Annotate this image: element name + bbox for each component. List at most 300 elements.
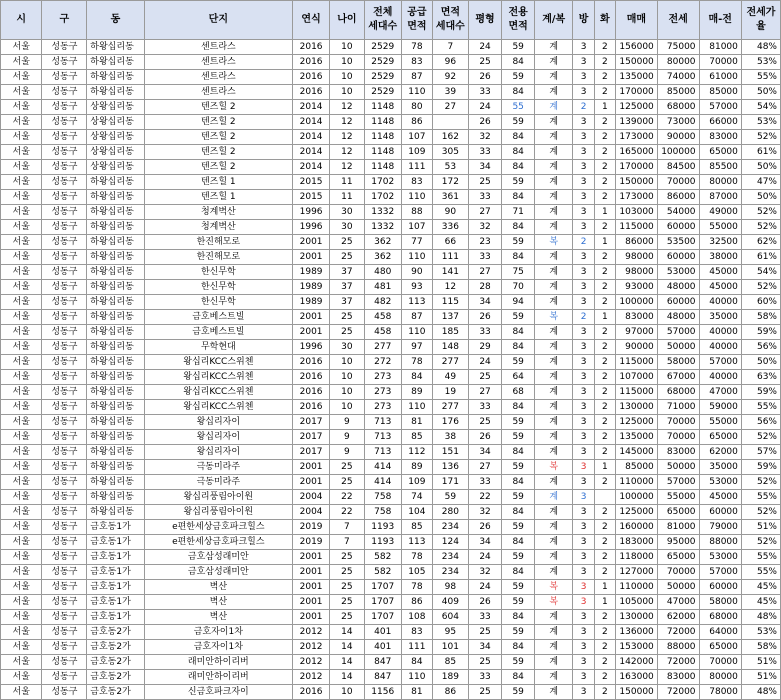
table-cell[interactable]: 서울	[1, 130, 42, 145]
table-cell[interactable]: 130000	[616, 400, 658, 415]
table-cell[interactable]: 계	[535, 280, 573, 295]
table-cell[interactable]: 2017	[293, 430, 330, 445]
table-cell[interactable]: 2	[594, 160, 615, 175]
table-cell[interactable]: 90000	[616, 340, 658, 355]
table-cell[interactable]: 49	[432, 370, 468, 385]
table-cell[interactable]: 80000	[657, 55, 699, 70]
table-cell[interactable]: 85500	[699, 160, 741, 175]
table-cell[interactable]: 54%	[741, 265, 780, 280]
table-cell[interactable]: 84	[502, 640, 535, 655]
table-cell[interactable]: 2	[594, 505, 615, 520]
table-cell[interactable]: 3	[573, 370, 594, 385]
table-cell[interactable]: 85	[401, 520, 432, 535]
table-cell[interactable]: 3	[573, 295, 594, 310]
table-cell[interactable]: 29	[468, 340, 502, 355]
table-cell[interactable]: 110000	[616, 580, 658, 595]
table-cell[interactable]: 성동구	[42, 250, 87, 265]
table-cell[interactable]: 150000	[616, 685, 658, 700]
table-cell[interactable]: 계	[535, 355, 573, 370]
table-cell[interactable]: 한신무학	[144, 280, 292, 295]
table-cell[interactable]: 35000	[699, 310, 741, 325]
table-cell[interactable]: 1	[594, 460, 615, 475]
table-cell[interactable]: 9	[330, 430, 365, 445]
table-cell[interactable]: 2019	[293, 520, 330, 535]
table-cell[interactable]: 하왕십리동	[87, 250, 144, 265]
table-cell[interactable]: 54000	[657, 205, 699, 220]
table-cell[interactable]: 성동구	[42, 670, 87, 685]
table-cell[interactable]: 60000	[657, 220, 699, 235]
table-cell[interactable]: 2001	[293, 550, 330, 565]
table-cell[interactable]: 14	[330, 625, 365, 640]
table-cell[interactable]: 서울	[1, 355, 42, 370]
table-cell[interactable]: 서울	[1, 535, 42, 550]
table-cell[interactable]: 3	[573, 550, 594, 565]
table-cell[interactable]: 9	[330, 415, 365, 430]
table-cell[interactable]: 34	[468, 640, 502, 655]
table-cell[interactable]: 2529	[364, 70, 401, 85]
table-cell[interactable]: 2	[594, 70, 615, 85]
table-cell[interactable]: 1707	[364, 595, 401, 610]
table-cell[interactable]: 1707	[364, 610, 401, 625]
table-cell[interactable]: 86	[401, 115, 432, 130]
table-cell[interactable]: 성동구	[42, 685, 87, 700]
table-cell[interactable]: 110	[401, 670, 432, 685]
table-cell[interactable]: 12	[330, 100, 365, 115]
table-cell[interactable]: 3	[573, 490, 594, 505]
table-cell[interactable]: 104	[401, 505, 432, 520]
table-cell[interactable]: 61%	[741, 250, 780, 265]
table-cell[interactable]: 1148	[364, 160, 401, 175]
column-header[interactable]: 연식	[293, 1, 330, 40]
table-cell[interactable]: 24	[468, 355, 502, 370]
table-cell[interactable]: 3	[573, 415, 594, 430]
table-cell[interactable]: 401	[364, 640, 401, 655]
table-cell[interactable]: 84500	[657, 160, 699, 175]
table-cell[interactable]: 70	[502, 280, 535, 295]
table-cell[interactable]: 55%	[741, 550, 780, 565]
table-cell[interactable]: 55%	[741, 400, 780, 415]
table-cell[interactable]: 서울	[1, 415, 42, 430]
table-cell[interactable]: 2012	[293, 655, 330, 670]
table-cell[interactable]: 27	[468, 385, 502, 400]
table-cell[interactable]: 113	[401, 535, 432, 550]
table-cell[interactable]: 2	[594, 430, 615, 445]
table-cell[interactable]: 왕십리KCC스위첸	[144, 370, 292, 385]
table-cell[interactable]: 39	[432, 85, 468, 100]
table-cell[interactable]: 서울	[1, 190, 42, 205]
table-cell[interactable]: 234	[432, 550, 468, 565]
table-cell[interactable]: 98000	[616, 250, 658, 265]
table-cell[interactable]: 53%	[741, 625, 780, 640]
table-cell[interactable]: 30	[330, 340, 365, 355]
table-cell[interactable]: 136	[432, 460, 468, 475]
table-cell[interactable]: 59	[502, 490, 535, 505]
table-cell[interactable]: 84	[502, 340, 535, 355]
table-cell[interactable]: 텐즈힐 2	[144, 130, 292, 145]
column-header[interactable]: 평형	[468, 1, 502, 40]
table-cell[interactable]: 하왕십리동	[87, 55, 144, 70]
table-cell[interactable]: 51%	[741, 655, 780, 670]
table-cell[interactable]: 59	[502, 685, 535, 700]
table-cell[interactable]: 53000	[699, 475, 741, 490]
table-cell[interactable]: 2012	[293, 625, 330, 640]
table-cell[interactable]: 71000	[657, 400, 699, 415]
table-cell[interactable]: 87000	[699, 190, 741, 205]
table-cell[interactable]: 왕십리풍림아이원	[144, 505, 292, 520]
table-cell[interactable]: 125000	[616, 505, 658, 520]
table-cell[interactable]: 텐즈힐 1	[144, 190, 292, 205]
table-cell[interactable]: 서울	[1, 265, 42, 280]
table-cell[interactable]: 59	[502, 310, 535, 325]
table-cell[interactable]: 25	[330, 460, 365, 475]
table-cell[interactable]: 서울	[1, 205, 42, 220]
table-cell[interactable]: 2	[594, 325, 615, 340]
table-cell[interactable]: 27	[468, 460, 502, 475]
table-cell[interactable]: 26	[468, 430, 502, 445]
table-cell[interactable]: 계	[535, 385, 573, 400]
table-cell[interactable]: 3	[573, 160, 594, 175]
table-cell[interactable]: 52%	[741, 535, 780, 550]
column-header[interactable]: 전용 면적	[502, 1, 535, 40]
table-cell[interactable]: 금호베스트빌	[144, 310, 292, 325]
table-cell[interactable]: 2	[594, 400, 615, 415]
table-cell[interactable]: 청계벽산	[144, 220, 292, 235]
table-cell[interactable]: 173000	[616, 190, 658, 205]
table-cell[interactable]: 서울	[1, 295, 42, 310]
table-cell[interactable]: 65000	[699, 640, 741, 655]
table-cell[interactable]: 71	[502, 205, 535, 220]
table-cell[interactable]: 2014	[293, 130, 330, 145]
table-cell[interactable]: 계	[535, 370, 573, 385]
table-cell[interactable]: 12	[330, 130, 365, 145]
table-cell[interactable]: 758	[364, 490, 401, 505]
table-cell[interactable]: 성동구	[42, 505, 87, 520]
table-cell[interactable]: 계	[535, 70, 573, 85]
table-cell[interactable]: 성동구	[42, 385, 87, 400]
table-cell[interactable]: 22	[468, 490, 502, 505]
table-cell[interactable]: 75000	[657, 40, 699, 55]
table-cell[interactable]: 11	[330, 190, 365, 205]
table-cell[interactable]: 서울	[1, 145, 42, 160]
table-cell[interactable]: 14	[330, 655, 365, 670]
table-cell[interactable]: 84	[502, 190, 535, 205]
table-cell[interactable]: 26	[468, 310, 502, 325]
table-cell[interactable]: 88000	[699, 535, 741, 550]
table-cell[interactable]: 87	[401, 70, 432, 85]
table-cell[interactable]: 87	[401, 310, 432, 325]
table-cell[interactable]: 하왕십리동	[87, 325, 144, 340]
table-cell[interactable]: 64000	[699, 625, 741, 640]
table-cell[interactable]: 2	[594, 520, 615, 535]
table-cell[interactable]: 482	[364, 295, 401, 310]
table-cell[interactable]: 금호동2가	[87, 640, 144, 655]
table-cell[interactable]: 57000	[699, 565, 741, 580]
table-cell[interactable]: 하왕십리동	[87, 190, 144, 205]
table-cell[interactable]: 45%	[741, 580, 780, 595]
table-cell[interactable]: 70000	[657, 565, 699, 580]
table-cell[interactable]: 하왕십리동	[87, 445, 144, 460]
table-cell[interactable]: 112	[401, 445, 432, 460]
table-cell[interactable]: 계	[535, 55, 573, 70]
table-cell[interactable]: 84	[401, 655, 432, 670]
table-cell[interactable]: 68000	[657, 385, 699, 400]
table-cell[interactable]: 2016	[293, 55, 330, 70]
table-cell[interactable]: 성동구	[42, 310, 87, 325]
table-cell[interactable]: 68	[502, 385, 535, 400]
table-cell[interactable]: 서울	[1, 340, 42, 355]
table-cell[interactable]: 25	[468, 625, 502, 640]
table-cell[interactable]: 성동구	[42, 190, 87, 205]
table-cell[interactable]: 1	[594, 235, 615, 250]
table-cell[interactable]: 40000	[699, 370, 741, 385]
table-cell[interactable]: 계	[535, 445, 573, 460]
table-cell[interactable]: 51%	[741, 520, 780, 535]
table-cell[interactable]: 3	[573, 250, 594, 265]
table-cell[interactable]: 2	[594, 175, 615, 190]
table-cell[interactable]: 135000	[616, 70, 658, 85]
table-cell[interactable]: 58%	[741, 310, 780, 325]
table-cell[interactable]	[432, 115, 468, 130]
table-cell[interactable]: 하왕십리동	[87, 310, 144, 325]
table-cell[interactable]: 57000	[657, 475, 699, 490]
table-cell[interactable]: 3	[573, 580, 594, 595]
table-cell[interactable]: 서울	[1, 610, 42, 625]
table-cell[interactable]: 107	[401, 130, 432, 145]
table-cell[interactable]: 52%	[741, 130, 780, 145]
table-cell[interactable]: 93000	[616, 280, 658, 295]
table-cell[interactable]: 계	[535, 100, 573, 115]
table-cell[interactable]: 111	[432, 250, 468, 265]
table-cell[interactable]: 2	[594, 85, 615, 100]
table-cell[interactable]: 2	[594, 385, 615, 400]
table-cell[interactable]: 3	[573, 475, 594, 490]
table-cell[interactable]: 성동구	[42, 520, 87, 535]
table-cell[interactable]: 115000	[616, 220, 658, 235]
table-cell[interactable]: 2014	[293, 160, 330, 175]
table-cell[interactable]: 84	[502, 445, 535, 460]
table-cell[interactable]: 성동구	[42, 640, 87, 655]
table-cell[interactable]: 성동구	[42, 85, 87, 100]
table-cell[interactable]: 2	[573, 310, 594, 325]
table-cell[interactable]: 32	[468, 130, 502, 145]
table-cell[interactable]: 금호동1가	[87, 610, 144, 625]
table-cell[interactable]: 2	[594, 370, 615, 385]
table-cell[interactable]: 26	[468, 520, 502, 535]
table-cell[interactable]: 23	[468, 235, 502, 250]
table-cell[interactable]: 계	[535, 295, 573, 310]
column-header[interactable]: 면적 세대수	[432, 1, 468, 40]
table-cell[interactable]: 84	[502, 220, 535, 235]
table-cell[interactable]: 33	[468, 190, 502, 205]
table-cell[interactable]: 계	[535, 145, 573, 160]
table-cell[interactable]: 135000	[616, 430, 658, 445]
table-cell[interactable]: 서울	[1, 460, 42, 475]
table-cell[interactable]: 25	[330, 325, 365, 340]
table-cell[interactable]: 2	[594, 295, 615, 310]
table-cell[interactable]: 55%	[741, 70, 780, 85]
table-cell[interactable]: 55000	[699, 415, 741, 430]
table-cell[interactable]: 12	[330, 145, 365, 160]
table-cell[interactable]: 401	[364, 625, 401, 640]
table-cell[interactable]: 복	[535, 235, 573, 250]
table-cell[interactable]: 복	[535, 310, 573, 325]
table-cell[interactable]: 110000	[616, 475, 658, 490]
table-cell[interactable]: 극동미라주	[144, 460, 292, 475]
table-cell[interactable]: 47000	[699, 385, 741, 400]
table-cell[interactable]: 148	[432, 340, 468, 355]
table-cell[interactable]: 65000	[657, 505, 699, 520]
table-cell[interactable]: 52%	[741, 205, 780, 220]
table-cell[interactable]: 2	[594, 355, 615, 370]
table-cell[interactable]: 서울	[1, 445, 42, 460]
table-cell[interactable]: 2001	[293, 310, 330, 325]
table-cell[interactable]: 25	[468, 55, 502, 70]
table-cell[interactable]: 성동구	[42, 400, 87, 415]
table-cell[interactable]: 105	[401, 565, 432, 580]
table-cell[interactable]: 162	[432, 130, 468, 145]
table-cell[interactable]: 75	[502, 265, 535, 280]
table-cell[interactable]: 성동구	[42, 580, 87, 595]
table-cell[interactable]: 47000	[657, 595, 699, 610]
table-cell[interactable]: 81	[401, 685, 432, 700]
table-cell[interactable]: 성동구	[42, 415, 87, 430]
table-cell[interactable]: 24	[468, 100, 502, 115]
table-cell[interactable]: 계	[535, 265, 573, 280]
table-cell[interactable]: 성동구	[42, 595, 87, 610]
table-cell[interactable]: 3	[573, 655, 594, 670]
table-cell[interactable]: 하왕십리동	[87, 235, 144, 250]
table-cell[interactable]: 273	[364, 400, 401, 415]
table-cell[interactable]: 3	[573, 325, 594, 340]
table-cell[interactable]: 96	[432, 55, 468, 70]
table-cell[interactable]: 60000	[699, 580, 741, 595]
table-cell[interactable]: 83	[401, 175, 432, 190]
table-cell[interactable]: 33	[468, 400, 502, 415]
table-cell[interactable]: 70000	[657, 430, 699, 445]
table-cell[interactable]: 61%	[741, 145, 780, 160]
table-cell[interactable]: 63%	[741, 370, 780, 385]
column-header[interactable]: 구	[42, 1, 87, 40]
table-cell[interactable]: 58000	[657, 355, 699, 370]
table-cell[interactable]: 59	[502, 655, 535, 670]
table-cell[interactable]: 서울	[1, 310, 42, 325]
table-cell[interactable]: 2	[594, 340, 615, 355]
table-cell[interactable]: 1148	[364, 115, 401, 130]
table-cell[interactable]: 277	[364, 340, 401, 355]
table-cell[interactable]: 하왕십리동	[87, 85, 144, 100]
table-cell[interactable]: 74000	[657, 70, 699, 85]
table-cell[interactable]: 90	[432, 205, 468, 220]
table-cell[interactable]: 33	[468, 325, 502, 340]
table-cell[interactable]: 83	[401, 625, 432, 640]
table-cell[interactable]: 47%	[741, 175, 780, 190]
table-cell[interactable]: 32	[468, 220, 502, 235]
table-cell[interactable]: 2016	[293, 400, 330, 415]
table-cell[interactable]: 84	[502, 400, 535, 415]
table-cell[interactable]: 53500	[657, 235, 699, 250]
column-header[interactable]: 전세	[657, 1, 699, 40]
table-cell[interactable]: 금호자이1차	[144, 640, 292, 655]
table-cell[interactable]: 124	[432, 535, 468, 550]
table-cell[interactable]: 110	[401, 85, 432, 100]
table-cell[interactable]: 서울	[1, 175, 42, 190]
table-cell[interactable]: 62000	[699, 445, 741, 460]
column-header[interactable]: 전체 세대수	[364, 1, 401, 40]
table-cell[interactable]: 25	[468, 370, 502, 385]
table-cell[interactable]: 2	[594, 145, 615, 160]
table-cell[interactable]: 84	[502, 85, 535, 100]
table-cell[interactable]: 2001	[293, 235, 330, 250]
table-cell[interactable]: 70000	[699, 55, 741, 70]
table-cell[interactable]: 66000	[699, 115, 741, 130]
table-cell[interactable]: 110	[401, 190, 432, 205]
table-cell[interactable]: 45000	[699, 490, 741, 505]
table-cell[interactable]: 25	[330, 595, 365, 610]
table-cell[interactable]: 150000	[616, 55, 658, 70]
table-cell[interactable]: 33	[468, 475, 502, 490]
table-cell[interactable]: 성동구	[42, 550, 87, 565]
table-cell[interactable]: 33	[468, 85, 502, 100]
table-cell[interactable]: 2014	[293, 115, 330, 130]
table-cell[interactable]: 2016	[293, 85, 330, 100]
table-cell[interactable]: 하왕십리동	[87, 430, 144, 445]
table-cell[interactable]: 32	[468, 505, 502, 520]
table-cell[interactable]: 49000	[699, 205, 741, 220]
table-cell[interactable]: 55000	[657, 490, 699, 505]
table-cell[interactable]: 52%	[741, 430, 780, 445]
table-cell[interactable]: 3	[573, 670, 594, 685]
table-cell[interactable]: 10	[330, 685, 365, 700]
table-cell[interactable]: 79000	[699, 520, 741, 535]
table-cell[interactable]: 52%	[741, 280, 780, 295]
table-cell[interactable]: 58000	[699, 595, 741, 610]
table-cell[interactable]: 60%	[741, 295, 780, 310]
table-cell[interactable]: 150000	[616, 175, 658, 190]
table-cell[interactable]: 2	[594, 655, 615, 670]
table-cell[interactable]: 70000	[657, 175, 699, 190]
table-cell[interactable]: 59	[502, 235, 535, 250]
table-cell[interactable]: 78	[401, 580, 432, 595]
table-cell[interactable]: 하왕십리동	[87, 70, 144, 85]
table-cell[interactable]: 50%	[741, 85, 780, 100]
table-cell[interactable]: 성동구	[42, 70, 87, 85]
table-cell[interactable]: 10	[330, 400, 365, 415]
table-cell[interactable]: 2	[594, 190, 615, 205]
table-cell[interactable]: 14	[330, 670, 365, 685]
table-cell[interactable]: 10	[330, 55, 365, 70]
table-cell[interactable]: 758	[364, 505, 401, 520]
table-cell[interactable]: 2014	[293, 100, 330, 115]
table-cell[interactable]: 3	[573, 40, 594, 55]
table-cell[interactable]: 68000	[657, 100, 699, 115]
table-cell[interactable]: 25	[468, 415, 502, 430]
table-cell[interactable]: 81000	[657, 520, 699, 535]
table-cell[interactable]: 89	[401, 460, 432, 475]
table-cell[interactable]: 25	[468, 175, 502, 190]
table-cell[interactable]: 계	[535, 250, 573, 265]
table-cell[interactable]: 3	[573, 340, 594, 355]
table-cell[interactable]: 하왕십리동	[87, 295, 144, 310]
table-cell[interactable]: 60000	[657, 250, 699, 265]
table-cell[interactable]: 2019	[293, 535, 330, 550]
table-cell[interactable]: 2529	[364, 40, 401, 55]
table-cell[interactable]: 40000	[699, 340, 741, 355]
table-cell[interactable]: 1193	[364, 535, 401, 550]
table-cell[interactable]: 59	[432, 490, 468, 505]
table-cell[interactable]: 78	[401, 550, 432, 565]
table-cell[interactable]: 2	[594, 535, 615, 550]
table-cell[interactable]: 183000	[616, 535, 658, 550]
